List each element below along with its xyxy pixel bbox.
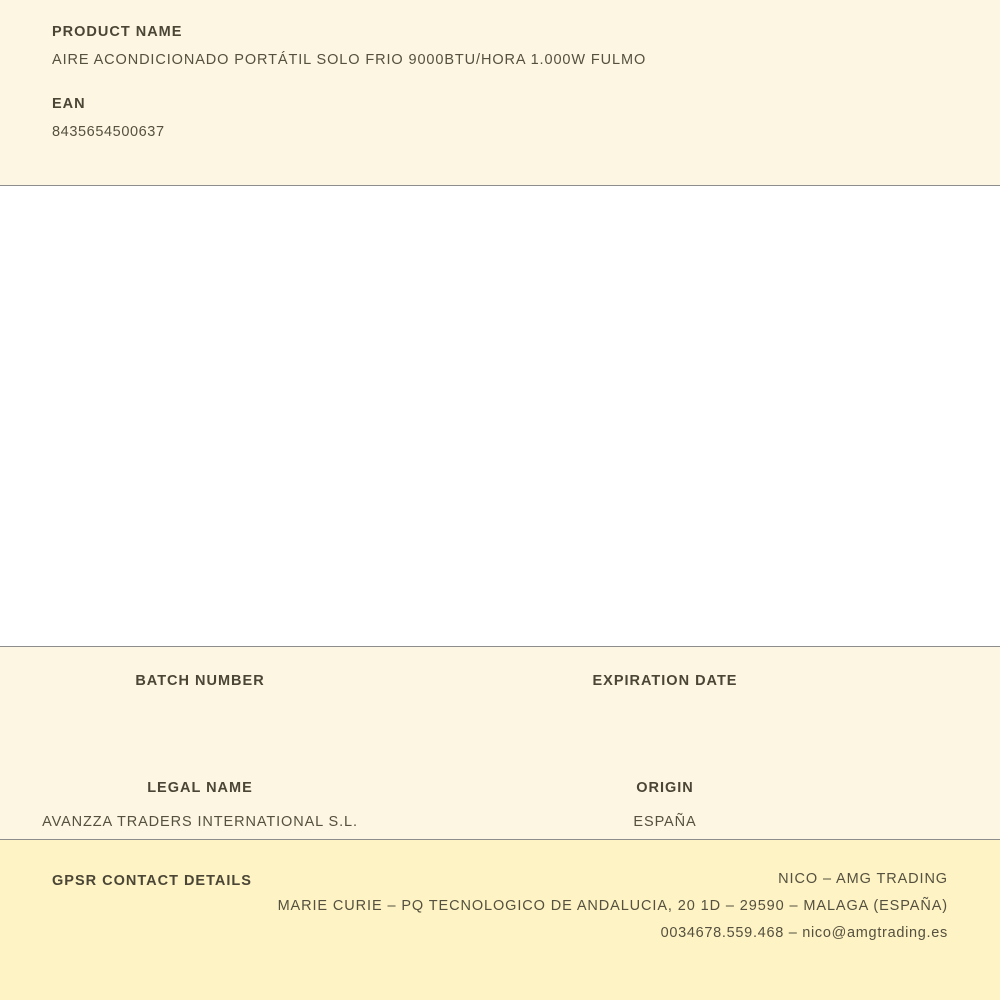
ean-label: EAN [52,96,86,112]
gpsr-contact-line-3: 0034678.559.468 – nico@amgtrading.es [660,925,948,941]
gpsr-contact-line-1: NICO – AMG TRADING [778,871,948,887]
details-row-batch-expiration [0,673,1000,724]
origin-value: ESPAÑA [633,814,697,830]
field-origin [500,780,1000,831]
gpsr-contact-line-2: MARIE CURIE – PQ TECNOLOGICO DE ANDALUCIA, 20 1D – 29590 – MALAGA (ESPAÑA) [277,898,948,914]
field-batch-number [0,673,500,724]
expiration-date-value [500,707,830,724]
details-row-legal-origin [0,780,1000,831]
product-name-value: AIRE ACONDICIONADO PORTÁTIL SOLO FRIO 9000BTU/HORA 1.000W FULMO [52,52,647,68]
gpsr-contact-label: GPSR CONTACT DETAILS [52,873,252,889]
origin-label: ORIGIN [636,780,694,796]
gpsr-contact-section [0,840,1000,1000]
product-image-area [0,186,1000,647]
legal-name-value: AVANZZA TRADERS INTERNATIONAL S.L. [42,814,358,830]
field-legal-name [0,780,500,831]
batch-number-value [0,707,400,724]
field-ean [0,96,1000,140]
ean-value: 8435654500637 [52,124,165,140]
field-expiration-date [500,673,1000,724]
product-name-label: PRODUCT NAME [52,24,183,40]
batch-number-label: BATCH NUMBER [135,673,265,689]
details-section [0,647,1000,840]
expiration-date-label: EXPIRATION DATE [592,673,738,689]
field-product-name [0,24,1000,68]
legal-name-label: LEGAL NAME [147,780,253,796]
product-info-section [0,0,1000,186]
